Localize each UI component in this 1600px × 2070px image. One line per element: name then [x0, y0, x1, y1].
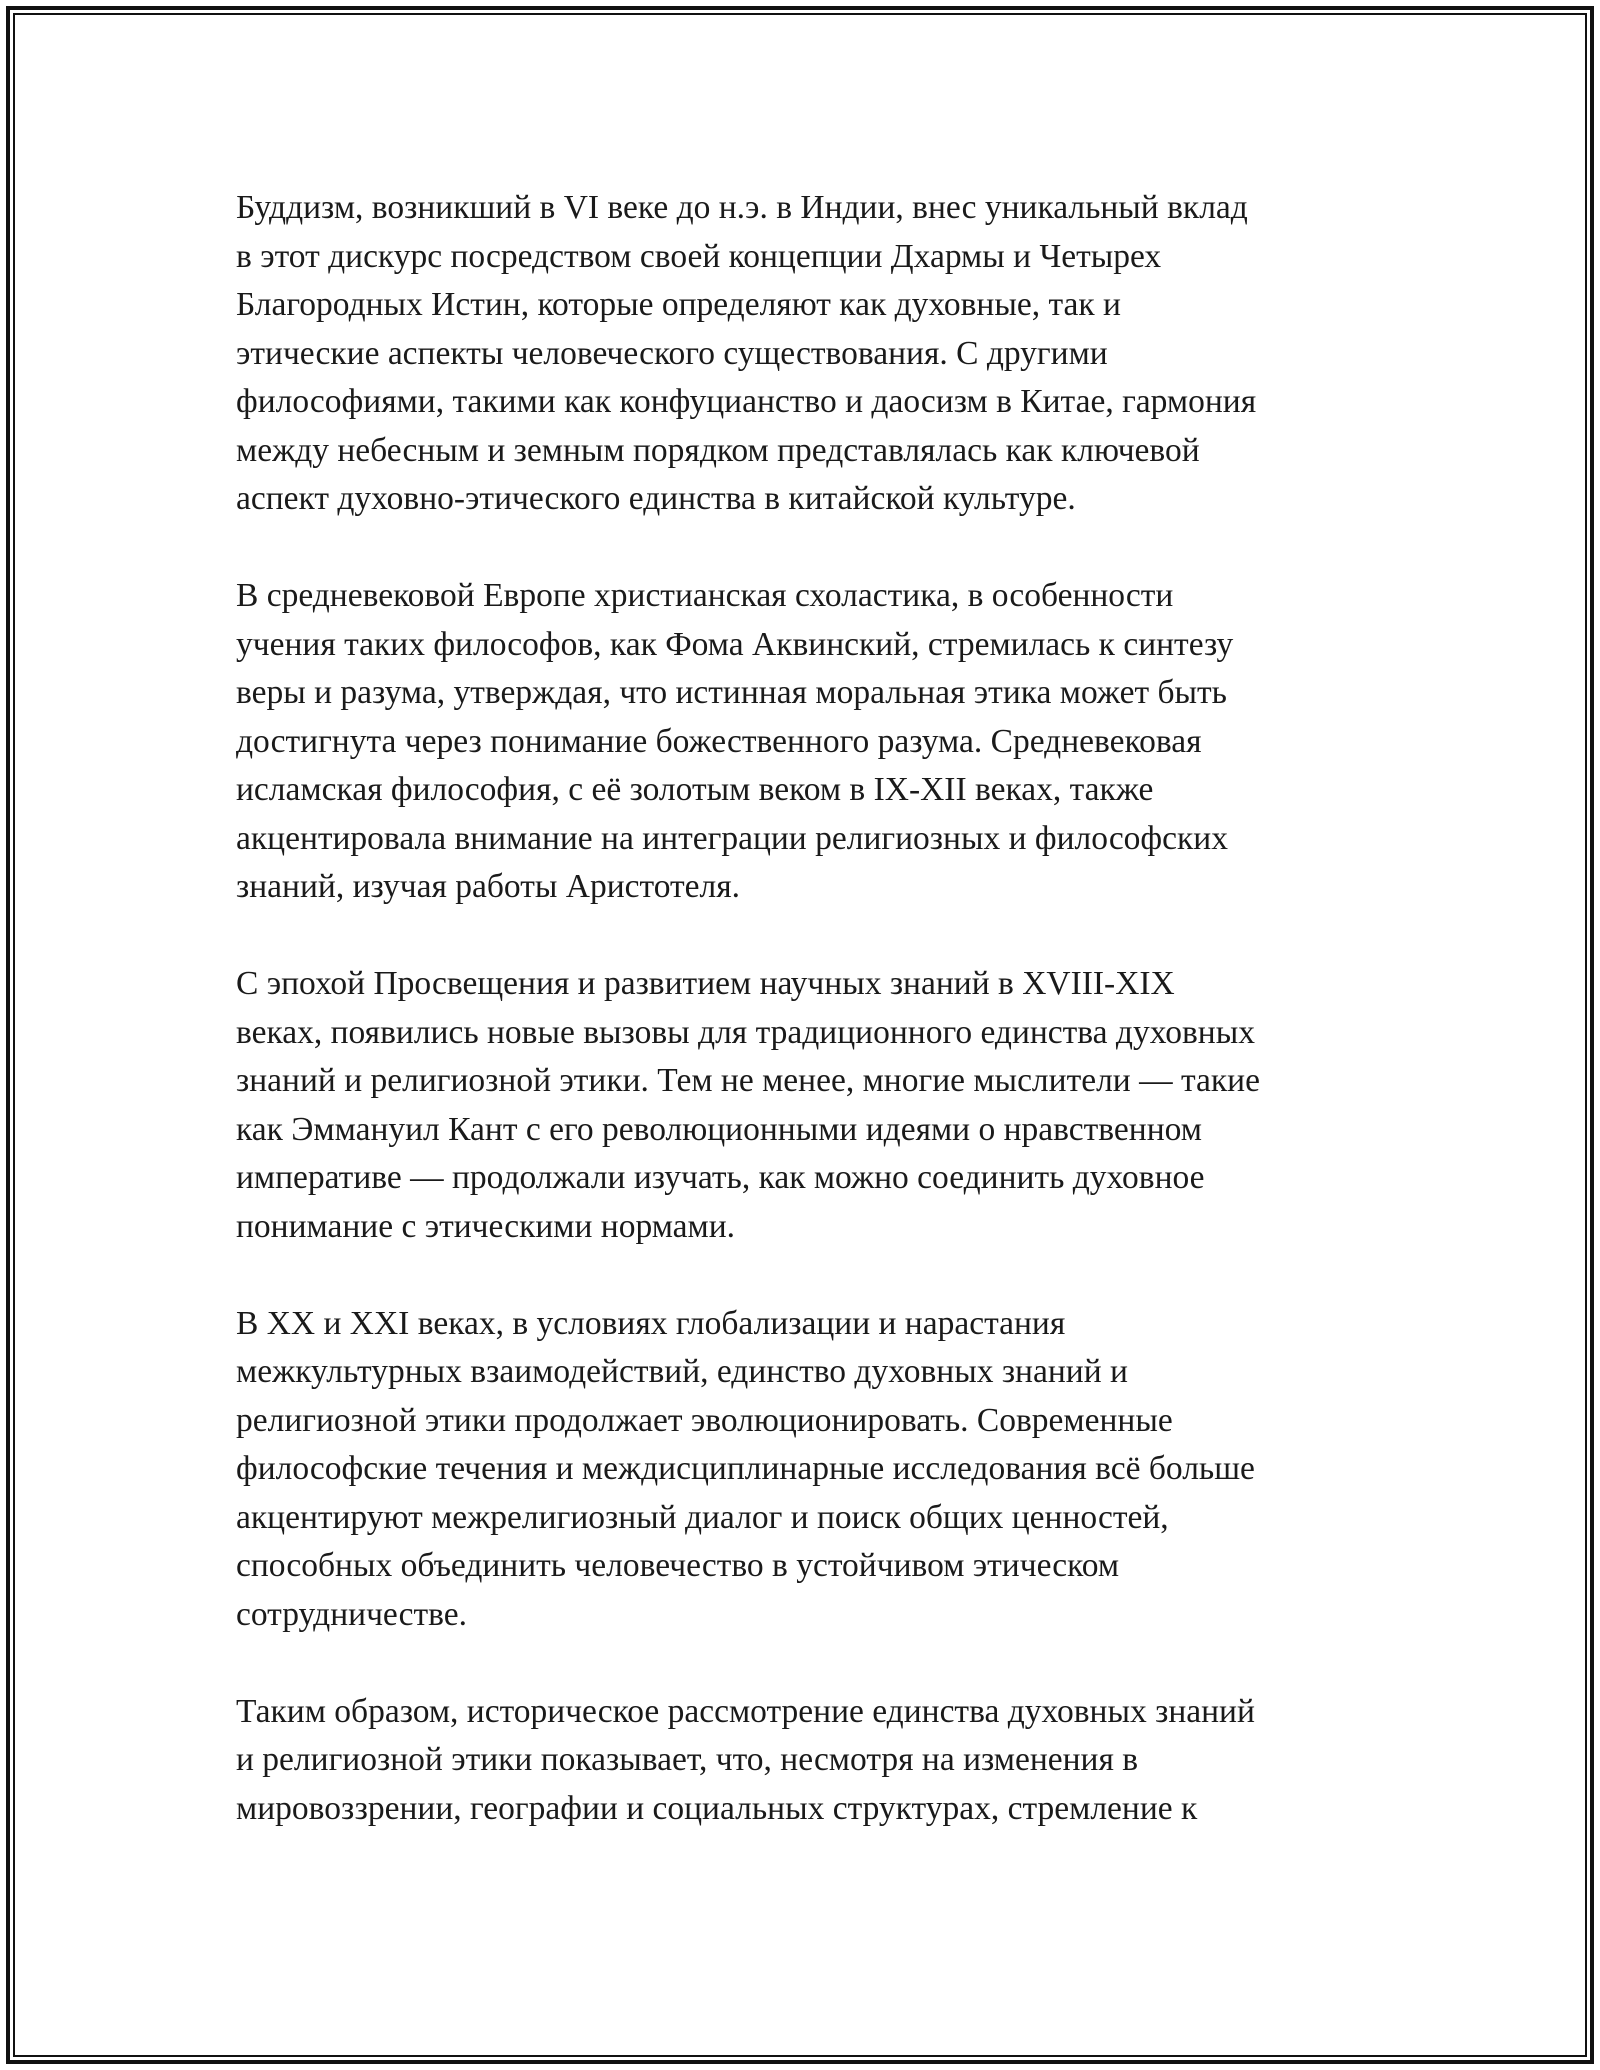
- paragraph-enlightenment: [236, 960, 1376, 1251]
- paragraph-medieval-europe: [236, 572, 1376, 912]
- text-line: достигнута через понимание божественного разума. Средневековая: [236, 722, 1202, 760]
- text-line: философские течения и междисциплинарные исследования всё больше: [236, 1450, 1255, 1487]
- text-line: мировоззрении, географии и социальных структурах, стремление к: [236, 1789, 1198, 1827]
- text-line: как Эммануил Кант с его революционными идеями о нравственном: [236, 1110, 1202, 1148]
- paragraph-buddhism: [236, 184, 1376, 524]
- paragraph-modern-era: [236, 1300, 1376, 1640]
- text-line: В средневековой Европе христианская схоластика, в особенности: [236, 577, 1174, 614]
- text-line: Таким образом, историческое рассмотрение единства духовных знаний: [236, 1692, 1255, 1730]
- text-line: Буддизм, возникший в VI веке до н.э. в Индии, внес уникальный вклад: [236, 189, 1248, 226]
- text-line: религиозной этики продолжает эволюционировать. Современные: [236, 1401, 1173, 1439]
- text-line: между небесным и земным порядком представлялась как ключевой: [236, 431, 1200, 469]
- text-line: аспект духовно-этического единства в китайской культуре.: [236, 480, 1076, 517]
- text-line: понимание с этическими нормами.: [236, 1207, 736, 1245]
- text-line: исламская философия, с её золотым веком в IX-XII веках, также: [236, 771, 1154, 808]
- document-body: [236, 184, 1376, 1882]
- text-line: сотрудничестве.: [236, 1595, 467, 1633]
- text-line: акцентировала внимание на интеграции религиозных и философских: [236, 819, 1228, 857]
- text-line: этические аспекты человеческого существования. С другими: [236, 334, 1108, 372]
- text-line: межкультурных взаимодействий, единство духовных знаний и: [236, 1353, 1128, 1390]
- text-line: в этот дискурс посредством своей концепции Дхармы и Четырех: [236, 237, 1162, 275]
- text-line: императиве — продолжали изучать, как можно соединить духовное: [236, 1159, 1205, 1196]
- paragraph-conclusion: [236, 1688, 1376, 1834]
- text-line: и религиозной этики показывает, что, несмотря на изменения в: [236, 1741, 1139, 1778]
- text-line: знаний и религиозной этики. Тем не менее, многие мыслители — такие: [236, 1062, 1260, 1099]
- text-line: философиями, такими как конфуцианство и даосизм в Китае, гармония: [236, 383, 1257, 420]
- text-line: акцентируют межрелигиозный диалог и поиск общих ценностей,: [236, 1498, 1169, 1536]
- text-line: веках, появились новые вызовы для традиционного единства духовных: [236, 1013, 1255, 1051]
- text-line: С эпохой Просвещения и развитием научных знаний в XVIII-XIX: [236, 965, 1175, 1002]
- text-line: В XX и XXI веках, в условиях глобализации и нарастания: [236, 1304, 1066, 1342]
- text-line: знаний, изучая работы Аристотеля.: [236, 868, 741, 905]
- text-line: способных объединить человечество в устойчивом этическом: [236, 1547, 1120, 1584]
- text-line: учения таких философов, как Фома Аквинский, стремилась к синтезу: [236, 625, 1234, 663]
- text-line: Благородных Истин, которые определяют как духовные, так и: [236, 286, 1121, 323]
- text-line: веры и разума, утверждая, что истинная моральная этика может быть: [236, 674, 1227, 711]
